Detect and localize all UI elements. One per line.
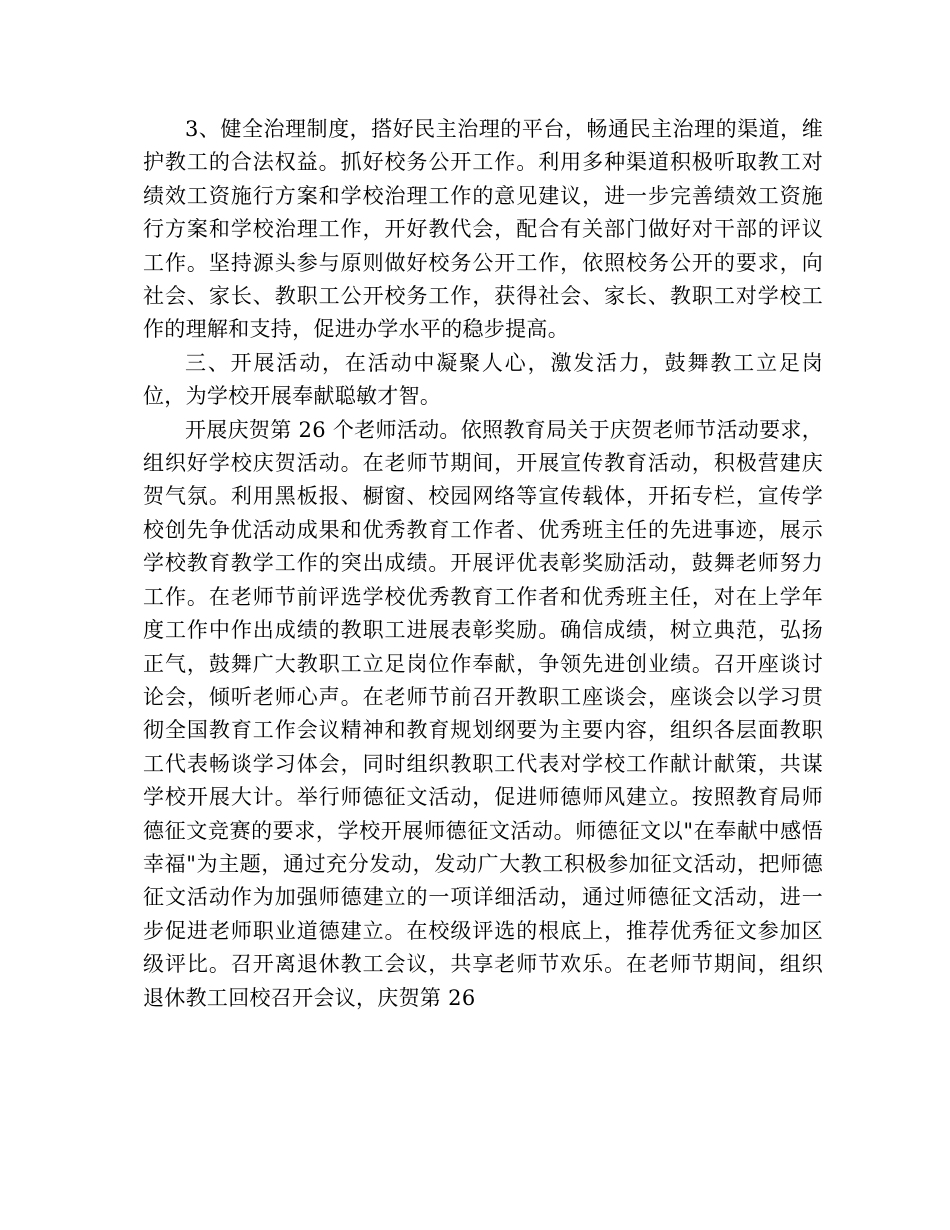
document-page: [143, 113, 823, 1015]
paragraph-governance: 3、健全治理制度，搭好民主治理的平台，畅通民主治理的渠道，维护教工的合法权益。抓好校务公开工作。利用多种渠道积极听取教工对绩效工资施行方案和学校治理工作的意见建议，进一步完善绩效工资施行方案和学校治理工作，开好教代会，配合有关部门做好对干部的评议工作。坚持源头参与原则做好校务公开工作，依照校务公开的要求，向社会、家长、教职工公开校务工作，获得社会、家长、教职工对学校工作的理解和支持，促进办学水平的稳步提高。: [143, 117, 823, 342]
paragraph-teachers-day-activities: 开展庆贺第 26 个老师活动。依照教育局关于庆贺老师节活动要求，组织好学校庆贺活动。在老师节期间，开展宣传教育活动，积极营建庆贺气氛。利用黑板报、橱窗、校园网络等宣传载体，开拓专栏，宣传学校创先争优活动成果和优秀教育工作者、优秀班主任的先进事迹，展示学校教育教学工作的突出成绩。开展评优表彰奖励活动，鼓舞老师努力工作。在老师节前评选学校优秀教育工作者和优秀班主任，对在上学年度工作中作出成绩的教职工进展表彰奖励。确信成绩，树立典范，弘扬正气，鼓舞广大教职工立足岗位作奉献，争领先进创业绩。召开座谈讨论会，倾听老师心声。在老师节前召开教职工座谈会，座谈会以学习贯彻全国教育工作会议精神和教育规划纲要为主要内容，组织各层面教职工代表畅谈学习体会，同时组织教职工代表对学校工作献计献策，共谋学校开展大计。举行师德征文活动，促进师德师风建立。按照教育局师德征文竞赛的要求，学校开展师德征文活动。师德征文以"在奉献中感悟幸福"为主题，通过充分发动，发动广大教工积极参加征文活动，把师德征文活动作为加强师德建立的一项详细活动，通过师德征文活动，进一步促进老师职业道德建立。在校级评选的根底上，推荐优秀征文参加区级评比。召开离退休教工会议，共享老师节欢乐。在老师节期间，组织退休教工回校召开会议，庆贺第 26: [143, 417, 823, 1010]
paragraph-section-three-heading: 三、开展活动，在活动中凝聚人心，激发活力，鼓舞教工立足岗位，为学校开展奉献聪敏才智。: [143, 350, 823, 409]
